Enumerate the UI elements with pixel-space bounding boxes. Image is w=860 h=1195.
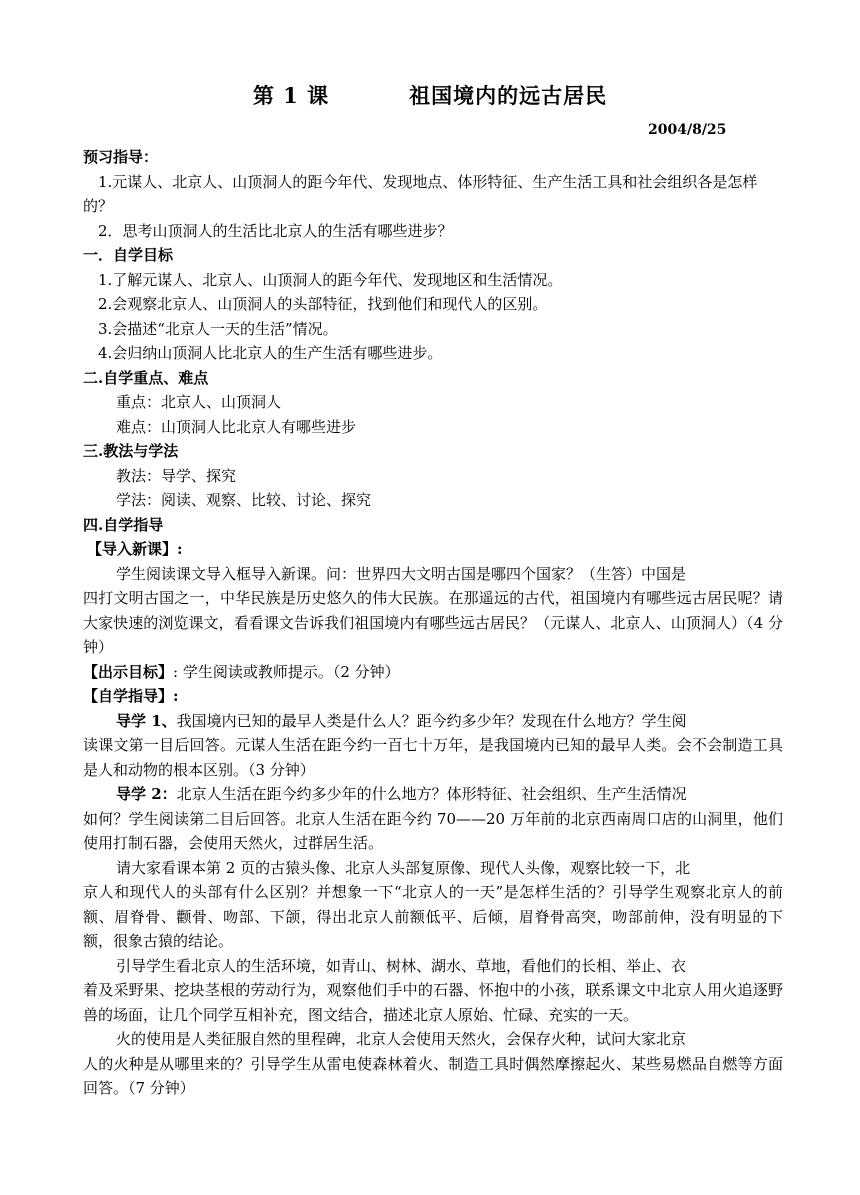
preview-heading: 预习指导： [83, 148, 159, 166]
goal-display [83, 660, 783, 685]
guide-2-line1 [83, 782, 783, 807]
paragraph-5-rest: 人的火种是从哪里来的？引导学生从雷电使森林着火、制造工具时偶然摩擦起火、某些易燃品自燃等方面回答。（7 分钟） [83, 1054, 783, 1097]
paragraph-4-line1: 引导学生看北京人的生活环境，如青山、树林、湖水、草地，看他们的长相、举止、衣 [116, 956, 687, 975]
goal-display-text: : 学生阅读或教师提示。（2 分钟） [173, 662, 400, 681]
goal-item-2: 2.会观察北京人、山顶洞人的头部特征，找到他们和现代人的区别。 [98, 295, 548, 313]
preview-question-1: 1.元谋人、北京人、山顶洞人的距今年代、发现地点、体形特征、生产生活工具和社会组织各是怎样的？ [83, 172, 758, 215]
section-4-heading: 四.自学指导 [83, 515, 164, 534]
page-title [0, 80, 860, 110]
guide-1-label: 导学 1、 [116, 711, 177, 730]
guide-1-text: 我国境内已知的最早人类是什么人？距今约多少年？发现在什么地方？学生阅 [176, 711, 687, 730]
guide-1-rest: 读课文第一目后回答。元谋人生活在距今约一百七十万年，是我国境内已知的最早人类。会不会制造工具是人和动物的根本区别。（3 分钟） [83, 736, 783, 779]
intro-paragraph-rest: 四打文明古国之一，中华民族是历史悠久的伟大民族。在那遥远的古代，祖国境内有哪些远古居民呢？请大家快速的浏览课文，看看课文告诉我们祖国境内有哪些远古居民？（元谋人、北京人、山顶洞人）（4 分钟） [83, 589, 783, 656]
paragraph-5-line1: 火的使用是人类征服自然的里程碑，北京人会使用天然火，会保存火种，试问大家北京 [116, 1030, 687, 1048]
guide-label: 【自学指导】: [83, 687, 179, 705]
difficulty-point: 难点：山顶洞人比北京人有哪些进步 [116, 417, 357, 436]
intro-paragraph-line1: 学生阅读课文导入框导入新课。问：世界四大文明古国是哪四个国家？（生答）中国是 [116, 564, 687, 583]
goal-display-label: 【出示目标】 [83, 662, 174, 681]
section-1-heading: 一．自学目标 [83, 246, 174, 264]
focus-point: 重点：北京人、山顶洞人 [116, 393, 282, 411]
document-body [83, 145, 783, 1101]
guide-2-label: 导学 2： [116, 785, 177, 803]
guide-1-line1 [83, 709, 783, 734]
section-2-heading: 二.自学重点、难点 [83, 368, 209, 387]
guide-2-rest: 如何？学生阅读第二目后回答。北京人生活在距今约 70——20 万年前的北京西南周口店的山洞里，他们使用打制石器，会使用天然火，过群居生活。 [83, 809, 783, 852]
paragraph-3-line1: 请大家看课本第 2 页的古猿头像、北京人头部复原像、现代人头像，观察比较一下，北 [116, 858, 691, 877]
learning-method: 学法：阅读、观察、比较、讨论、探究 [116, 491, 372, 509]
paragraph-4-rest: 着及采野果、挖块茎根的劳动行为，观察他们手中的石器、怀抱中的小孩，联系课文中北京人用火追逐野兽的场面，让几个同学互相补充，图文结合，描述北京人原始、忙碌、充实的一天。 [83, 981, 783, 1024]
goal-item-1: 1.了解元谋人、北京人、山顶洞人的距今年代、发现地区和生活情况。 [98, 270, 563, 289]
intro-label: 【导入新课】: [87, 540, 183, 558]
teaching-method: 教法：导学、探究 [116, 466, 237, 485]
goal-item-3: 3.会描述“北京人一天的生活”情况。 [98, 319, 338, 338]
lesson-number: 第 1 课 [252, 83, 330, 108]
document-date: 2004/8/25 [648, 122, 727, 138]
goal-item-4: 4.会归纳山顶洞人比北京人的生产生活有哪些进步。 [98, 344, 443, 362]
section-3-heading: 三.教法与学法 [83, 442, 179, 460]
preview-question-2: 2．思考山顶洞人的生活比北京人的生活有哪些进步？ [98, 221, 453, 240]
guide-2-text: 北京人生活在距今约多少年的什么地方？体形特征、社会组织、生产生活情况 [176, 785, 687, 803]
lesson-title: 祖国境内的远古居民 [409, 83, 608, 108]
paragraph-3-rest: 京人和现代人的头部有什么区别？并想象一下“北京人的一天”是怎样生活的？引导学生观察北京人的前额、眉脊骨、颧骨、吻部、下颌，得出北京人前额低平、后倾，眉脊骨高突，吻部前伸，没有明显的下额，很象古猿的结论。 [83, 883, 783, 950]
